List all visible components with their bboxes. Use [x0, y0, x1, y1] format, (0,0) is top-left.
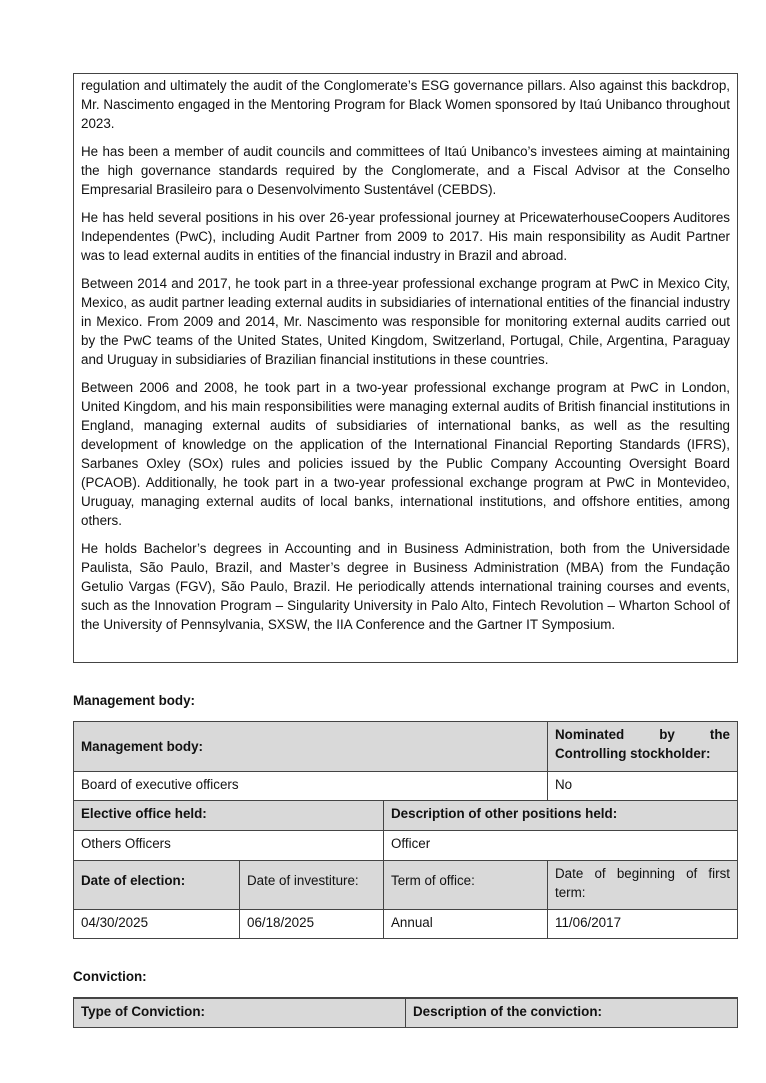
investiture-date-value: 06/18/2025 — [239, 909, 384, 939]
header-first-term-date: Date of beginning of first term: — [547, 860, 738, 910]
header-other-positions: Description of other positions held: — [383, 800, 738, 831]
term-of-office-value: Annual — [383, 909, 548, 939]
bio-paragraph: Between 2014 and 2017, he took part in a three-year professional exchange program at PwC in Mexico City, Mexico, as audit partner leading external audits in subsidiaries of international entities of the financial industry in Mexico. From 2009 and 2014, Mr. Nascimento was responsible for monitoring external audits carried out by the PwC teams of the United States, United Kingdom, Switzerland, Portugal, Chile, Argentina, Paraguay and Uruguay in subsidiaries of Brazilian financial institutions in these countries. — [81, 276, 730, 367]
bio-paragraph: He has held several positions in his over 26-year professional journey at PricewaterhouseCoopers Auditores Independentes (PwC), including Audit Partner from 2009 to 2017. His main responsibility as Audit Partner was to lead external audits in entities of the financial industry in Brazil and abroad. — [81, 210, 730, 263]
management-body-value: Board of executive officers — [73, 771, 548, 801]
bio-paragraph: Between 2006 and 2008, he took part in a two-year professional exchange program at PwC in London, United Kingdom, and his main responsibilities were managing external audits of British financial institutions in England, managing external audits of subsidiaries of international banks, as well as the resulting development of knowledge on the application of the International Financial Reporting Standards (IFRS), Sarbanes Oxley (SOx) rules and policies issued by the Public Company Accounting Oversight Board (PCAOB). Additionally, he took part in a two-year professional exchange program at PwC in Montevideo, Uruguay, managing external audits of local banks, international institutions, and offshore entities, among others. — [81, 380, 730, 528]
bio-paragraph: regulation and ultimately the audit of the Conglomerate’s ESG governance pillars. Also against this backdrop, Mr. Nascimento engaged in the Mentoring Program for Black Women sponsored by Itaú Unibanco throughout 2023. — [81, 78, 730, 131]
biography-box — [73, 73, 738, 663]
header-management-body: Management body: — [73, 721, 548, 772]
header-conviction-type: Type of Conviction: — [73, 997, 406, 1028]
header-investiture-date: Date of investiture: — [239, 860, 384, 910]
header-elective-office: Elective office held: — [73, 800, 384, 831]
election-date-value: 04/30/2025 — [73, 909, 240, 939]
elective-office-value: Others Officers — [73, 830, 384, 861]
management-section-label: Management body: — [73, 693, 196, 708]
conviction-section-label: Conviction: — [73, 969, 147, 984]
first-term-date-value: 11/06/2017 — [547, 909, 738, 939]
header-nominated: Nominated by the Controlling stockholder: — [547, 721, 738, 772]
nominated-value: No — [547, 771, 738, 801]
bio-paragraph: He has been a member of audit councils and committees of Itaú Unibanco’s investees aiming at maintaining the high governance standards required by the Conglomerate, and a Fiscal Advisor at the Conselho Empresarial Brasileiro para o Desenvolvimento Sustentável (CEBDS). — [81, 144, 730, 197]
header-term-of-office: Term of office: — [383, 860, 548, 910]
bio-paragraph: He holds Bachelor’s degrees in Accounting and in Business Administration, both from the Universidade Paulista, São Paulo, Brazil, and Master’s degree in Business Administration (MBA) from the Fundação Getulio Vargas (FGV), São Paulo, Brazil. He periodically attends international training courses and events, such as the Innovation Program – Singularity University in Palo Alto, Fintech Revolution – Wharton School of the University of Pennsylvania, SXSW, the IIA Conference and the Gartner IT Symposium. — [81, 541, 730, 632]
header-conviction-description: Description of the conviction: — [405, 997, 738, 1028]
header-election-date: Date of election: — [73, 860, 240, 910]
other-positions-value: Officer — [383, 830, 738, 861]
